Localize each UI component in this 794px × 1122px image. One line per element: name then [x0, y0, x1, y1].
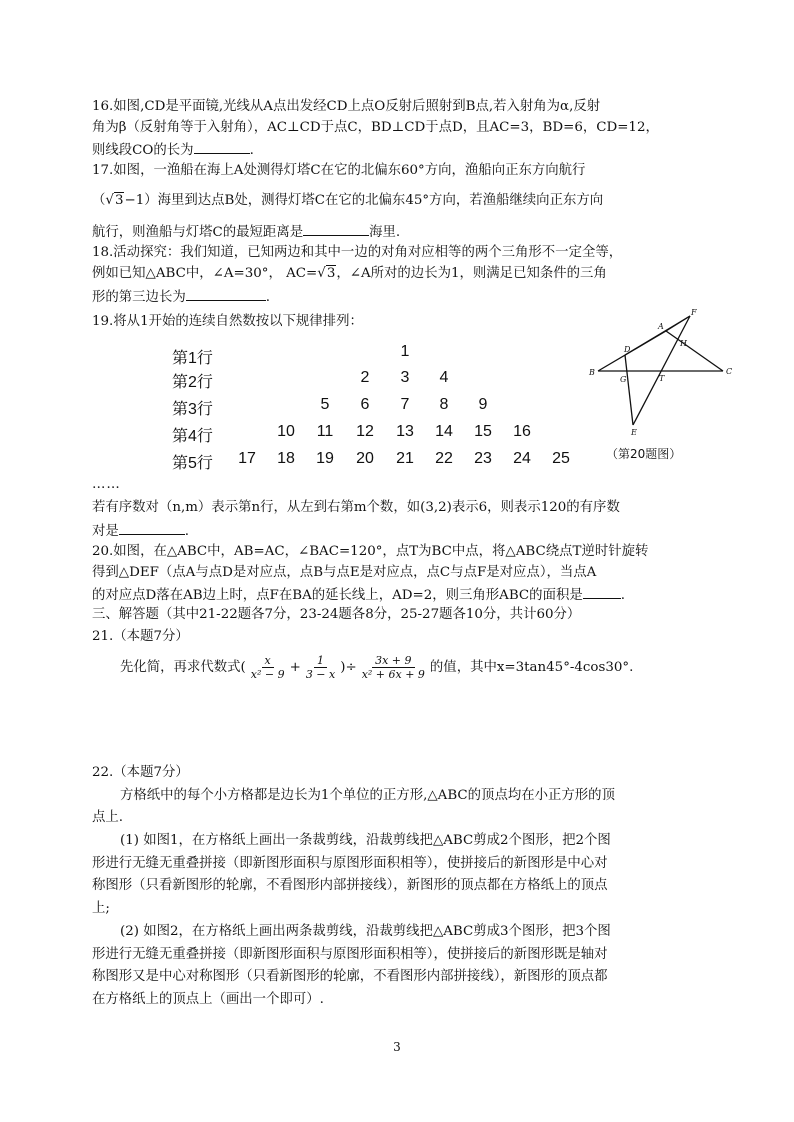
triangle-number: 15 [474, 423, 492, 440]
ellipsis: …… [92, 477, 121, 492]
q18-line2 [92, 265, 607, 283]
row-label: 第3行 [172, 401, 213, 418]
q22-p1-line3: 称图形（只看新图形的轮廓，不看图形内部拼接线），新图形的顶点都在方格纸上的顶点 [92, 878, 608, 893]
q19-line2: 若有序数对（n,m）表示第n行，从左到右第m个数，如(3,2)表示6，则表示120的有序数 [92, 500, 620, 515]
answer-blank [119, 521, 185, 535]
label-f: F [691, 308, 697, 317]
triangle-number: 11 [316, 423, 334, 440]
q22-intro-2: 点上. [92, 810, 124, 825]
q16-line1: 16.如图,CD是平面镜,光线从A点出发经CD上点O反射后照射到B点,若入射角为α,反射 [92, 99, 601, 114]
answer-blank [186, 287, 266, 301]
triangle-number: 18 [277, 450, 295, 467]
figure-20-caption: （第20题图） [606, 447, 682, 461]
section-3-title: 三、解答题（其中21-22题各7分，23-24题各8分，25-27题各10分，共计60分） [92, 607, 581, 622]
q16-line3 [92, 140, 254, 160]
row-label: 第4行 [172, 428, 213, 445]
q22-p2-line3: 称图形又是中心对称图形（只看新图形的轮廓，不看图形内部拼接线），新图形的顶点都 [92, 969, 608, 984]
answer-blank [194, 140, 250, 154]
fraction-numerator: 1 [314, 654, 327, 668]
q19-line3-end: . [184, 524, 190, 539]
plus-sign: + [289, 660, 301, 675]
q21-heading: 21.（本题7分） [92, 629, 189, 644]
q22-p2-line1: (2) 如图2，在方格纸上画出两条裁剪线，沿裁剪线把△ABC剪成3个图形，把3个图 [120, 924, 611, 939]
q17-open: （ [92, 193, 106, 208]
label-a: A [658, 322, 664, 331]
triangle-number: 5 [320, 396, 330, 413]
q17-line1: 17.如图，一渔船在海上A处测得灯塔C在它的北偏东60°方向，渔船向正东方向航行 [92, 163, 586, 178]
segment-ac [666, 331, 723, 371]
answer-blank [583, 585, 621, 599]
triangle-number: 19 [316, 450, 334, 467]
segment-de [625, 355, 633, 425]
fraction-denominator: 3 − x [305, 668, 336, 681]
q20-line2: 得到△DEF（点A与点D是对应点，点B与点E是对应点，点C与点F是对应点），当点A [92, 565, 597, 580]
triangle-number: 9 [478, 396, 488, 413]
answer-blank [303, 222, 369, 236]
triangle-number: 22 [435, 450, 453, 467]
q19-line1: 19.将从1开始的连续自然数按以下规律排列： [92, 314, 363, 329]
q22-p1-line2: 形进行无缝无重叠拼接（即新图形面积与原图形面积相等），使拼接后的新图形是中心对 [92, 856, 608, 871]
q17-line3-end: 海里. [369, 225, 401, 240]
fraction-denominator: x² + 6x + 9 [361, 668, 425, 681]
q18-line2-a: 例如已知△ABC中，∠A=30°， AC= [92, 266, 318, 281]
q22-p2-line4: 在方格纸上的顶点上（画出一个即可）. [92, 992, 324, 1007]
triangle-number: 1 [400, 343, 410, 360]
triangle-number: 14 [435, 423, 453, 440]
q19-line3 [92, 521, 189, 541]
label-b: B [589, 368, 595, 377]
label-h: H [680, 339, 687, 348]
q17-line2-rest: −1）海里到达点B处，测得灯塔C在它的北偏东45°方向，若渔船继续向正东方向 [124, 193, 604, 208]
triangle-number: 24 [513, 450, 531, 467]
q17-line3 [92, 222, 400, 242]
fraction-numerator: 3x + 9 [372, 654, 414, 668]
q17-line3-text: 航行，则渔船与灯塔C的最短距离是 [92, 225, 304, 240]
q16-line3-end: . [249, 143, 254, 158]
label-e: E [631, 428, 637, 437]
sqrt-radicand: 3 [114, 193, 124, 208]
fraction [303, 654, 338, 681]
triangle-number: 21 [396, 450, 414, 467]
q17-line2 [92, 192, 603, 210]
q22-p1-line4: 上; [92, 901, 110, 916]
q18-line3-text: 形的第三边长为 [92, 290, 186, 305]
q20-line3-text: 的对应点D落在AB边上时，点F在BA的延长线上，AD=2，则三角形ABC的面积是 [92, 588, 583, 603]
q18-line3 [92, 287, 270, 307]
fraction [359, 654, 428, 681]
q21-expression [120, 652, 633, 686]
label-t: T [659, 374, 665, 383]
triangle-number: 6 [360, 396, 370, 413]
q21-text-b: 的值，其中x=3tan45°-4cos30°. [429, 660, 634, 675]
q16-line3-text: 则线段CO的长为 [92, 143, 194, 158]
label-g: G [620, 375, 627, 384]
triangle-number: 23 [474, 450, 492, 467]
q22-p2-line2: 形进行无缝无重叠拼接（即新图形面积与原图形面积相等），使拼接后的新图形既是轴对 [92, 947, 608, 962]
triangle-number: 2 [360, 369, 370, 386]
triangle-number: 17 [238, 450, 256, 467]
q20-line3-end: . [620, 588, 626, 603]
row-label: 第2行 [172, 374, 213, 391]
q21-text-a: 先化简，再求代数式( [120, 660, 246, 675]
sqrt-radicand: 3 [326, 266, 336, 281]
sqrt-symbol: √3 [317, 266, 336, 281]
sqrt-symbol: √3 [105, 193, 124, 208]
triangle-number: 3 [400, 369, 410, 386]
triangle-number: 4 [439, 369, 449, 386]
page-number: 3 [393, 1040, 401, 1054]
divide-sign: )÷ [340, 660, 357, 675]
q18-line1: 18.活动探究：我们知道，已知两边和其中一边的对角对应相等的两个三角形不一定全等， [92, 245, 623, 260]
q19-line3-text: 对是 [92, 524, 119, 539]
q18-line3-end: . [265, 290, 270, 305]
label-c: C [726, 367, 733, 376]
q18-line2-b: ，∠A所对的边长为1，则满足已知条件的三角 [336, 266, 607, 281]
triangle-number: 7 [400, 396, 410, 413]
row-label: 第5行 [172, 455, 213, 472]
q22-heading: 22.（本题7分） [92, 765, 189, 780]
triangle-number: 13 [396, 423, 414, 440]
q16-line2: 角为β（反射角等于入射角），AC⊥CD于点C，BD⊥CD于点D，且AC=3，BD=6，CD=12， [92, 120, 659, 135]
triangle-number: 12 [356, 423, 374, 440]
q22-intro-1: 方格纸中的每个小方格都是边长为1个单位的正方形,△ABC的顶点均在小正方形的顶 [120, 788, 615, 803]
triangle-number: 20 [356, 450, 374, 467]
fraction [248, 654, 288, 681]
triangle-number: 25 [552, 450, 570, 467]
triangle-number: 10 [277, 423, 295, 440]
q22-p1-line1: (1) 如图1，在方格纸上画出一条裁剪线，沿裁剪线把△ABC剪成2个图形，把2个图 [120, 833, 611, 848]
q20-line3 [92, 585, 625, 605]
triangle-number: 8 [439, 396, 449, 413]
q20-line1: 20.如图，在△ABC中，AB=AC，∠BAC=120°，点T为BC中点，将△ABC绕点T逆时针旋转 [92, 544, 649, 559]
row-label: 第1行 [172, 350, 213, 367]
figure-20-diagram [584, 306, 744, 446]
fraction-numerator: x [262, 654, 274, 668]
label-d: D [624, 345, 631, 354]
fraction-denominator: x² − 9 [250, 668, 285, 681]
triangle-number: 16 [513, 423, 531, 440]
